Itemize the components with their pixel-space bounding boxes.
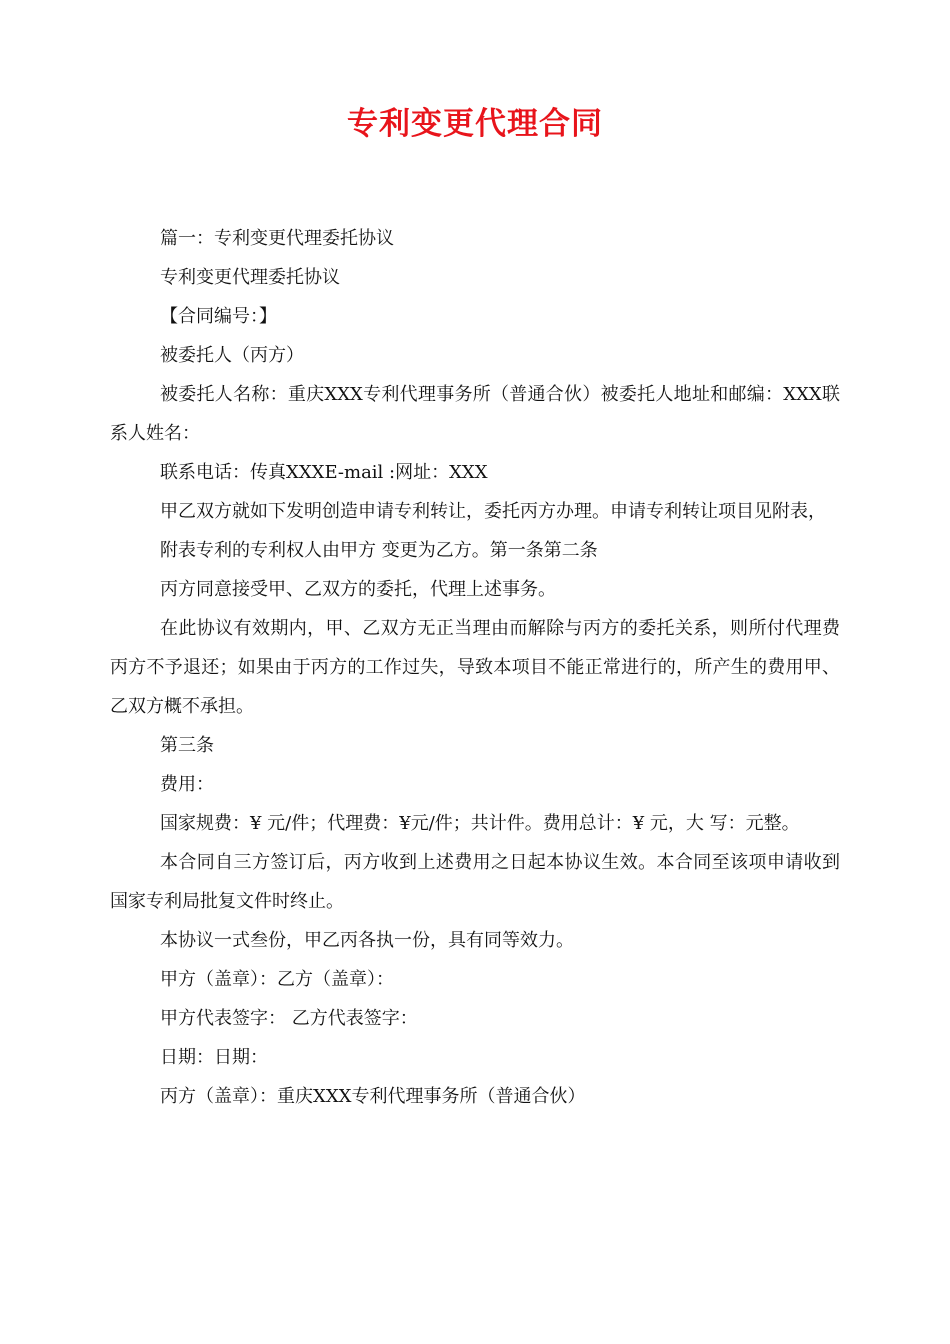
paragraph-fees-heading: 费用： <box>160 774 214 795</box>
paragraph-contact-info: 联系电话：传真XXXE-mail :网址：XXX <box>160 462 488 483</box>
paragraph-patentee-change: 附表专利的专利权人由甲方 变更为乙方。第一条第二条 <box>160 540 598 561</box>
paragraph-section-heading: 篇一：专利变更代理委托协议 <box>160 228 394 249</box>
paragraph-contract-number: 【合同编号：】 <box>160 306 277 327</box>
document-title: 专利变更代理合同 <box>347 106 603 142</box>
paragraph-acceptance: 丙方同意接受甲、乙双方的委托，代理上述事务。 <box>160 579 556 600</box>
paragraph-copies: 本协议一式叁份，甲乙丙各执一份，具有同等效力。 <box>160 930 574 951</box>
paragraph-dates: 日期：日期： <box>160 1047 268 1068</box>
paragraph-agreement-title: 专利变更代理委托协议 <box>160 267 340 288</box>
paragraph-effective-date: 本合同自三方签订后，丙方收到上述费用之日起本协议生效。本合同至该项申请收到国家专利局批复文件时终止。 <box>110 852 840 912</box>
paragraph-agent-seal: 丙方（盖章）：重庆XXX专利代理事务所（普通合伙） <box>160 1086 586 1107</box>
paragraph-article-three: 第三条 <box>160 735 214 756</box>
paragraph-representative-signatures: 甲方代表签字： 乙方代表签字： <box>160 1008 418 1029</box>
paragraph-fees-detail: 国家规费：¥ 元/件；代理费：¥元/件；共计件。费用总计：¥ 元，大 写：元整。 <box>160 813 800 834</box>
paragraph-party-seals: 甲方（盖章）：乙方（盖章）： <box>160 969 394 990</box>
paragraph-termination-terms: 在此协议有效期内，甲、乙双方无正当理由而解除与丙方的委托关系，则所付代理费丙方不予退还；如果由于丙方的工作过失，导致本项目不能正常进行的，所产生的费用甲、乙双方概不承担。 <box>110 618 840 717</box>
document-body <box>110 219 840 1116</box>
paragraph-agent-name: 被委托人名称：重庆XXX专利代理事务所（普通合伙）被委托人地址和邮编：XXX联系人姓名： <box>110 384 840 444</box>
paragraph-transfer-request: 甲乙双方就如下发明创造申请专利转让，委托丙方办理。申请专利转让项目见附表， <box>160 501 826 522</box>
paragraph-agent-party: 被委托人（丙方） <box>160 345 304 366</box>
